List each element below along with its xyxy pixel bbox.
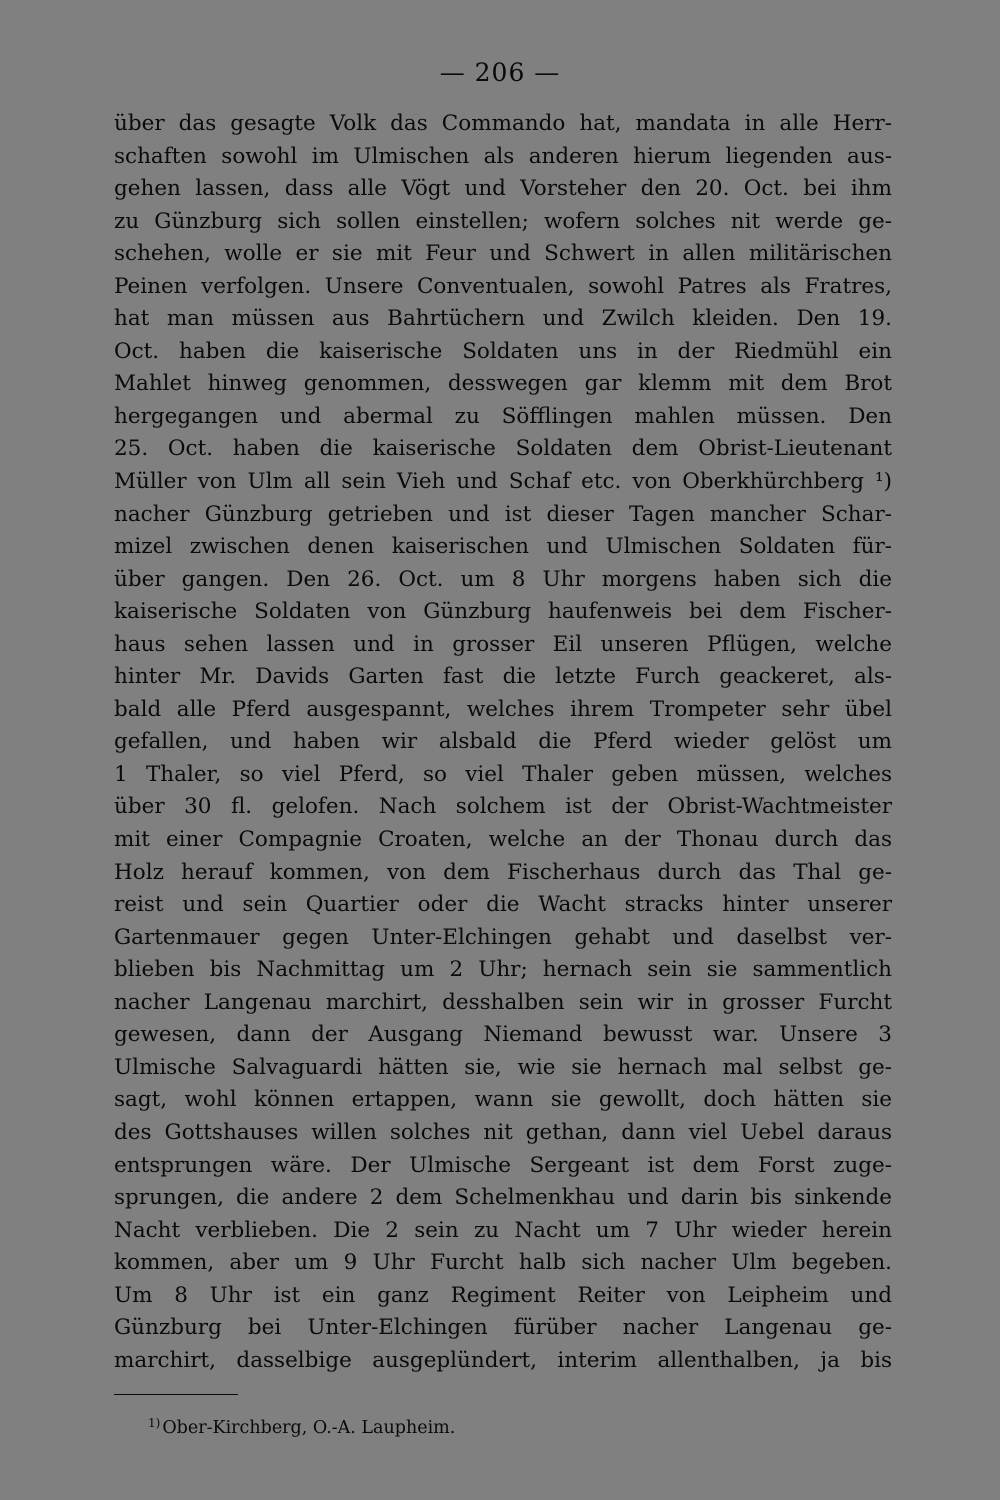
text-line: haus sehen lassen und in grosser Eil unseren Pflügen, welche bbox=[114, 631, 892, 657]
text-line: über 30 fl. gelofen. Nach solchem ist der Obrist-Wachtmeister bbox=[114, 794, 892, 820]
text-line: schehen, wolle er sie mit Feur und Schwert in allen militärischen bbox=[114, 241, 892, 267]
text-line: Nacht verblieben. Die 2 sein zu Nacht um 7 Uhr wieder herein bbox=[114, 1217, 892, 1243]
text-line: gehen lassen, dass alle Vögt und Vorsteher den 20. Oct. bei ihm bbox=[114, 176, 892, 202]
text-line: reist und sein Quartier oder die Wacht stracks hinter unserer bbox=[114, 892, 892, 918]
text-line: über gangen. Den 26. Oct. um 8 Uhr morgens haben sich die bbox=[114, 566, 892, 592]
text-line: 1 Thaler, so viel Pferd, so viel Thaler geben müssen, welches bbox=[114, 761, 892, 787]
text-line: gefallen, und haben wir alsbald die Pferd wieder gelöst um bbox=[114, 729, 892, 755]
text-line: nacher Langenau marchirt, desshalben sein wir in grosser Furcht bbox=[114, 989, 892, 1015]
text-line: mizel zwischen denen kaiserischen und Ulmischen Soldaten für- bbox=[114, 534, 892, 560]
page-number: — 206 — bbox=[439, 58, 561, 87]
text-line: sprungen, die andere 2 dem Schelmenkhau und darin bis sinkende bbox=[114, 1185, 892, 1211]
text-line: Günzburg bei Unter-Elchingen fürüber nacher Langenau ge- bbox=[114, 1315, 892, 1341]
text-line: Oct. haben die kaiserische Soldaten uns in der Riedmühl ein bbox=[114, 338, 892, 364]
text-line: schaften sowohl im Ulmischen als anderen hierum liegenden aus- bbox=[114, 143, 892, 169]
text-line: hergegangen und abermal zu Söfflingen mahlen müssen. Den bbox=[114, 403, 892, 429]
text-line: hat man müssen aus Bahrtüchern und Zwilch kleiden. Den 19. bbox=[114, 306, 892, 332]
text-line: kommen, aber um 9 Uhr Furcht halb sich nacher Ulm begeben. bbox=[114, 1250, 892, 1276]
text-line: hinter Mr. Davids Garten fast die letzte Furch geackeret, als- bbox=[114, 664, 892, 690]
text-line: 25. Oct. haben die kaiserische Soldaten dem Obrist-Lieutenant bbox=[114, 436, 892, 462]
text-line: Mahlet hinweg genommen, desswegen gar klemm mit dem Brot bbox=[114, 371, 892, 397]
text-line: blieben bis Nachmittag um 2 Uhr; hernach sein sie sammentlich bbox=[114, 957, 892, 983]
footnote bbox=[148, 1411, 455, 1440]
footnote-text: Ober-Kirchberg, O.-A. Laupheim. bbox=[162, 1418, 456, 1438]
text-line: Müller von Ulm all sein Vieh und Schaf etc. von Oberkhürchberg ¹) bbox=[114, 469, 892, 495]
text-line: gewesen, dann der Ausgang Niemand bewusst war. Unsere 3 bbox=[114, 1022, 892, 1048]
text-line: sagt, wohl können ertappen, wann sie gewollt, doch hätten sie bbox=[114, 1087, 892, 1113]
text-line: entsprungen wäre. Der Ulmische Sergeant ist dem Forst zuge- bbox=[114, 1152, 892, 1178]
text-line: nacher Günzburg getrieben und ist dieser Tagen mancher Schar- bbox=[114, 501, 892, 527]
footnote-divider bbox=[114, 1394, 238, 1395]
footnote-marker: 1) bbox=[148, 1416, 161, 1430]
text-line: zu Günzburg sich sollen einstellen; wofern solches nit werde ge- bbox=[114, 208, 892, 234]
text-line: Um 8 Uhr ist ein ganz Regiment Reiter von Leipheim und bbox=[114, 1282, 892, 1308]
text-line: Ulmische Salvaguardi hätten sie, wie sie hernach mal selbst ge- bbox=[114, 1054, 892, 1080]
text-line: marchirt, dasselbige ausgeplündert, interim allenthalben, ja bis bbox=[114, 1347, 892, 1373]
text-line: bald alle Pferd ausgespannt, welches ihrem Trompeter sehr übel bbox=[114, 696, 892, 722]
text-line: Holz herauf kommen, von dem Fischerhaus durch das Thal ge- bbox=[114, 859, 892, 885]
text-line: mit einer Compagnie Croaten, welche an der Thonau durch das bbox=[114, 827, 892, 853]
text-line: Peinen verfolgen. Unsere Conventualen, sowohl Patres als Fratres, bbox=[114, 273, 892, 299]
text-line: über das gesagte Volk das Commando hat, mandata in alle Herr- bbox=[114, 111, 892, 136]
text-line: Gartenmauer gegen Unter-Elchingen gehabt und daselbst ver- bbox=[114, 924, 892, 950]
text-line: des Gottshauses willen solches nit gethan, dann viel Uebel daraus bbox=[114, 1119, 892, 1145]
text-line: kaiserische Soldaten von Günzburg haufenweis bei dem Fischer- bbox=[114, 599, 892, 625]
body-text bbox=[114, 108, 892, 1377]
